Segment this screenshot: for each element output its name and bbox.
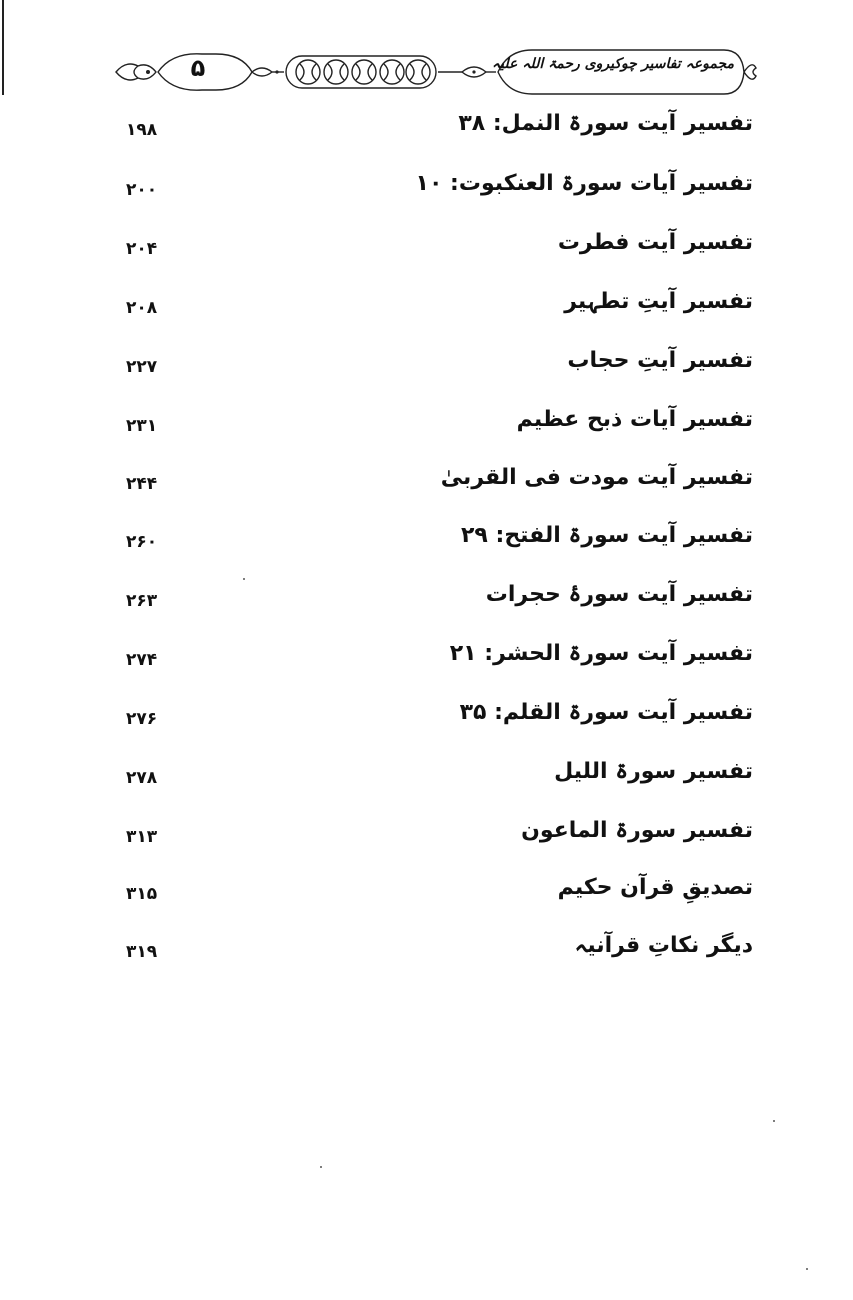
toc-entry [0, 516, 853, 568]
left-flourish-icon [116, 64, 138, 80]
toc-entry [0, 575, 853, 627]
toc-entry-page: ۲۰۸ [126, 298, 158, 318]
scan-speck [773, 1120, 775, 1122]
toc-entry [0, 223, 853, 275]
toc-entry-title: تفسیر آیتِ حجاب [567, 348, 753, 373]
toc-entry-page: ۲۰۴ [126, 239, 158, 259]
toc-entry-page: ۲۷۸ [126, 768, 158, 788]
toc-entry-page: ۱۹۸ [126, 120, 158, 140]
toc-entry-page: ۲۳۱ [126, 416, 158, 436]
toc-entry [0, 811, 853, 863]
toc-entry-page: ۲۶۰ [126, 532, 158, 552]
book-title: مجموعہ تفاسیر چوکیروی رحمۃ اللہ علیہ [491, 56, 734, 72]
toc-entry-page: ۲۴۴ [126, 474, 158, 494]
toc-entry-title: تفسیر سورۃ الماعون [521, 818, 753, 843]
toc-entry-page: ۲۶۳ [126, 591, 158, 611]
toc-entry [0, 693, 853, 745]
toc-entry [0, 282, 853, 334]
toc-entry-title: تفسیر آیت مودت فی القربیٰ [440, 465, 753, 490]
toc-entry-title: تفسیر آیت سورۃ الفتح: ۲۹ [461, 523, 753, 548]
toc-entry [0, 104, 853, 156]
toc-entry [0, 458, 853, 510]
toc-entry [0, 926, 853, 978]
toc-entry-title: تفسیر آیت سورۃ القلم: ۳۵ [459, 700, 753, 725]
toc-entry [0, 868, 853, 920]
page-header [112, 42, 758, 102]
toc-entry-title: تفسیر آیت فطرت [557, 230, 753, 255]
page-edge-line [2, 0, 4, 95]
toc-entry-page: ۳۱۳ [126, 827, 158, 847]
toc-entry-title: تفسیر آیت سورۂ حجرات [485, 582, 753, 607]
toc-entry-page: ۳۱۵ [126, 884, 158, 904]
toc-entry-title: تفسیر آیات ذبح عظیم [516, 407, 753, 432]
toc-entry [0, 634, 853, 686]
toc-entry-title: دیگر نکاتِ قرآنیہ [574, 933, 753, 958]
toc-entry-page: ۲۰۰ [126, 180, 158, 200]
toc-entry [0, 400, 853, 452]
toc-entry-page: ۲۷۴ [126, 650, 158, 670]
toc-entry-page: ۲۲۷ [126, 357, 158, 377]
scan-speck [320, 1166, 322, 1168]
page-number: ۵ [190, 54, 206, 82]
toc-entry-page: ۳۱۹ [126, 942, 158, 962]
toc-entry [0, 752, 853, 804]
toc-entry-title: تفسیر آیت سورۃ الحشر: ۲۱ [449, 641, 753, 666]
toc-entry-title: تفسیر آیات سورۃ العنکبوت: ۱۰ [415, 171, 753, 196]
toc-entry-page: ۲۷۶ [126, 709, 158, 729]
scan-speck [243, 578, 245, 580]
toc-entry-title: تفسیر سورۃ اللیل [554, 759, 753, 784]
toc-entry-title: تفسیر آیتِ تطہیر [564, 289, 753, 314]
scan-speck [806, 1268, 808, 1270]
toc-entry-title: تصدیقِ قرآن حکیم [557, 875, 753, 900]
toc-entry [0, 341, 853, 393]
toc-entry [0, 164, 853, 216]
toc-entry-title: تفسیر آیت سورۃ النمل: ۳۸ [458, 111, 753, 136]
